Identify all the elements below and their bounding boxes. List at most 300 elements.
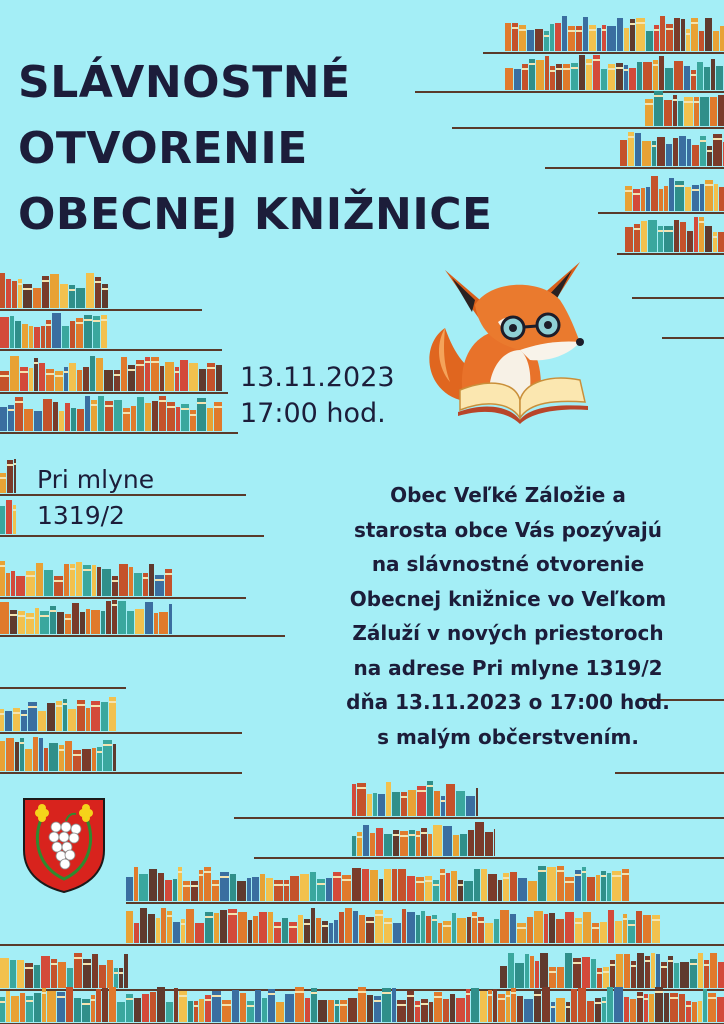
book-spine: [328, 1000, 334, 1022]
book-band: [25, 967, 33, 969]
book-spine: [173, 922, 180, 943]
book-spine: [46, 369, 54, 391]
book-spine: [433, 880, 439, 901]
book-spine: [232, 990, 239, 1022]
book-spine: [60, 284, 68, 308]
book-spine: [26, 571, 35, 596]
book-spine: [195, 923, 204, 943]
book-band: [690, 963, 697, 965]
book-band: [602, 29, 606, 31]
book-band: [167, 406, 175, 408]
book-spine: [587, 1001, 594, 1022]
book-spine: [698, 1001, 702, 1022]
book-spine: [64, 564, 69, 596]
book-band: [565, 881, 574, 883]
book-spine: [91, 610, 100, 634]
book-band: [670, 997, 678, 999]
book-band: [576, 30, 582, 32]
book-spine: [664, 100, 672, 126]
book-band: [517, 927, 526, 929]
book-spine: [704, 67, 710, 90]
book-spine: [421, 999, 428, 1022]
book-spine: [50, 274, 59, 308]
book-spine: [0, 273, 5, 308]
book-band: [91, 705, 100, 707]
book-spine: [352, 868, 361, 901]
book-spine: [641, 221, 647, 252]
book-spine: [555, 23, 561, 51]
book-band: [602, 1001, 606, 1003]
book-band: [624, 69, 628, 71]
book-band: [167, 915, 172, 917]
book-spine: [334, 920, 338, 943]
book-band: [181, 923, 185, 925]
book-band: [478, 921, 484, 923]
book-spine: [494, 829, 495, 856]
book-spine: [624, 997, 629, 1022]
book-spine: [0, 371, 9, 391]
book-spine: [127, 611, 134, 634]
book-spine: [25, 963, 33, 988]
book-spine: [194, 1001, 198, 1022]
book-spine: [518, 878, 527, 901]
book-spine: [76, 562, 82, 596]
book-spine: [575, 918, 582, 943]
book-band: [416, 835, 420, 837]
book-spine: [52, 313, 61, 348]
book-band: [0, 1001, 5, 1003]
book-band: [623, 918, 627, 920]
book-spine: [305, 998, 310, 1022]
book-spine: [99, 965, 106, 988]
book-spine: [353, 911, 358, 943]
book-band: [0, 713, 4, 715]
book-band: [159, 400, 166, 402]
book-spine: [166, 1002, 173, 1022]
book-band: [713, 236, 717, 238]
book-band: [374, 1000, 381, 1002]
book-spine: [642, 141, 651, 166]
book-band: [625, 190, 632, 192]
book-band: [212, 995, 221, 997]
book-spine: [679, 136, 686, 166]
book-spine: [718, 95, 724, 126]
book-spine: [665, 68, 673, 90]
book-spine: [680, 222, 686, 252]
book-band: [654, 29, 659, 31]
book-spine: [6, 738, 14, 771]
book-band: [433, 884, 439, 886]
book-band: [178, 871, 182, 873]
book-spine: [589, 25, 596, 51]
book-spine: [641, 188, 645, 211]
book-spine: [717, 997, 724, 1022]
book-spine: [186, 909, 194, 943]
book-spine: [678, 101, 683, 126]
book-band: [105, 405, 113, 407]
book-band: [675, 185, 684, 187]
book-spine: [441, 796, 445, 816]
book-band: [407, 995, 414, 997]
book-spine: [386, 782, 391, 816]
book-spine: [608, 64, 615, 90]
book-band: [603, 971, 609, 973]
book-spine: [687, 139, 691, 166]
book-spine: [535, 961, 539, 988]
book-spine: [199, 999, 204, 1022]
book-band: [636, 22, 645, 24]
book-spine: [72, 603, 79, 634]
book-band: [652, 145, 656, 147]
book-spine: [248, 920, 252, 943]
book-spine: [625, 227, 633, 252]
book-spine: [77, 370, 82, 391]
book-spine: [112, 576, 118, 596]
book-band: [612, 875, 621, 877]
book-spine: [44, 748, 48, 771]
book-spine: [18, 611, 25, 634]
book-spine: [367, 794, 372, 816]
book-spine: [10, 960, 16, 988]
book-spine: [134, 573, 142, 596]
book-band: [322, 925, 328, 927]
book-band: [608, 68, 615, 70]
book-spine: [597, 968, 602, 988]
book-spine: [716, 66, 723, 90]
book-band: [375, 914, 383, 916]
book-spine: [510, 872, 517, 901]
book-spine: [102, 569, 111, 596]
book-spine: [636, 911, 642, 943]
book-spine: [145, 602, 153, 634]
book-spine: [657, 137, 665, 166]
book-spine: [505, 23, 511, 51]
book-spine: [466, 796, 475, 816]
title-line-2: OTVORENIE: [18, 123, 308, 174]
book-band: [684, 101, 693, 103]
book-band: [51, 963, 57, 965]
book-spine: [359, 915, 365, 943]
book-band: [181, 408, 189, 410]
book-spine: [129, 567, 133, 596]
book-band: [616, 67, 623, 69]
book-spine: [43, 399, 52, 431]
book-spine: [579, 55, 585, 90]
book-band: [333, 876, 341, 878]
book-band: [128, 369, 135, 371]
book-band: [10, 614, 17, 616]
book-band: [204, 871, 211, 873]
book-spine: [565, 877, 574, 901]
book-band: [633, 193, 640, 195]
book-spine: [536, 60, 544, 90]
book-spine: [25, 749, 32, 771]
book-spine: [624, 28, 629, 51]
book-spine: [514, 69, 521, 90]
book-spine: [152, 401, 158, 431]
book-spine: [85, 396, 90, 431]
book-spine: [160, 366, 164, 391]
book-band: [207, 367, 215, 369]
book-spine: [602, 25, 606, 51]
book-band: [123, 412, 130, 414]
book-band: [691, 74, 696, 76]
book-spine: [711, 59, 715, 90]
book-band: [551, 1006, 555, 1008]
book-spine: [259, 912, 267, 943]
book-band: [563, 68, 570, 70]
book-band: [109, 701, 116, 703]
book-spine: [6, 279, 11, 308]
book-spine: [651, 176, 658, 211]
book-spine: [68, 709, 76, 731]
book-spine: [397, 1000, 406, 1022]
book-band: [597, 972, 602, 974]
book-spine: [188, 1001, 193, 1022]
book-spine: [519, 25, 526, 51]
book-band: [222, 1004, 231, 1006]
book-band: [441, 800, 445, 802]
book-spine: [698, 953, 703, 988]
book-spine: [159, 612, 168, 634]
book-band: [568, 30, 575, 32]
book-band: [18, 283, 22, 285]
book-band: [274, 926, 281, 928]
book-spine: [38, 711, 46, 731]
book-band: [628, 136, 634, 138]
book-band: [112, 604, 117, 606]
book-spine: [681, 19, 685, 51]
book-band: [114, 374, 120, 376]
book-band: [317, 883, 325, 885]
book-spine: [544, 31, 549, 51]
book-band: [46, 324, 51, 326]
book-spine: [596, 875, 600, 901]
book-band: [13, 712, 20, 714]
book-band: [155, 579, 164, 581]
book-band: [191, 885, 198, 887]
book-spine: [284, 880, 289, 901]
book-spine: [357, 832, 362, 856]
book-band: [214, 406, 222, 408]
book-band: [119, 972, 123, 974]
book-spine: [237, 881, 246, 901]
book-band: [95, 281, 101, 283]
book-spine: [699, 31, 704, 51]
book-spine: [379, 879, 383, 901]
book-spine: [607, 873, 611, 901]
book-spine: [457, 918, 466, 943]
book-spine: [128, 365, 135, 391]
book-spine: [416, 915, 420, 943]
book-spine: [498, 880, 502, 901]
book-spine: [65, 741, 72, 771]
book-spine: [378, 794, 385, 816]
book-spine: [97, 747, 102, 771]
book-spine: [392, 869, 397, 901]
book-spine: [83, 367, 89, 391]
book-spine: [367, 995, 373, 1022]
book-spine: [98, 396, 104, 431]
book-spine: [429, 1002, 433, 1022]
book-spine: [438, 923, 442, 943]
book-spine: [173, 879, 177, 901]
book-spine: [453, 835, 459, 856]
book-spine: [268, 912, 273, 943]
book-spine: [452, 913, 456, 943]
book-spine: [126, 911, 133, 943]
book-spine: [59, 411, 64, 431]
book-spine: [274, 922, 281, 943]
book-spine: [651, 953, 655, 988]
book-spine: [29, 368, 33, 391]
book-band: [511, 992, 516, 994]
book-spine: [255, 990, 261, 1022]
book-spine: [485, 832, 493, 856]
book-spine: [34, 327, 40, 348]
book-spine: [114, 968, 118, 988]
book-spine: [140, 908, 147, 943]
book-spine: [363, 825, 369, 856]
book-spine: [276, 1002, 284, 1022]
book-spine: [373, 793, 377, 816]
book-spine: [691, 70, 696, 90]
book-band: [592, 927, 599, 929]
book-spine: [460, 834, 467, 856]
book-spine: [20, 367, 28, 391]
book-band: [18, 615, 25, 617]
book-band: [415, 1005, 420, 1007]
book-spine: [90, 356, 95, 391]
book-band: [20, 371, 28, 373]
book-band: [519, 29, 526, 31]
book-band: [622, 873, 629, 875]
book-spine: [384, 834, 392, 856]
book-band: [102, 288, 108, 290]
book-spine: [629, 68, 636, 90]
book-spine: [660, 16, 665, 51]
book-spine: [348, 998, 357, 1022]
book-spine: [21, 710, 27, 731]
book-spine: [59, 745, 64, 771]
book-band: [610, 964, 615, 966]
address-street: Pri mlyne: [37, 465, 155, 494]
book-spine: [685, 187, 691, 211]
book-spine: [705, 18, 712, 51]
book-spine: [92, 565, 96, 596]
event-address: [37, 462, 154, 534]
book-band: [103, 744, 112, 746]
event-time: 17:00 hod.: [240, 398, 386, 429]
book-band: [14, 463, 16, 465]
book-spine: [69, 363, 76, 391]
book-spine: [408, 790, 416, 816]
book-band: [700, 140, 706, 142]
book-spine: [119, 564, 128, 596]
book-spine: [252, 877, 259, 901]
book-band: [654, 95, 663, 97]
book-spine: [565, 953, 572, 988]
book-spine: [34, 993, 41, 1022]
book-spine: [549, 967, 556, 988]
book-band: [289, 926, 297, 928]
book-spine: [480, 991, 487, 1022]
book-band: [666, 28, 673, 30]
book-spine: [183, 881, 190, 901]
book-band: [65, 618, 71, 620]
book-spine: [33, 288, 41, 308]
book-spine: [135, 609, 144, 634]
book-band: [686, 1005, 691, 1007]
book-spine: [578, 988, 586, 1022]
book-spine: [117, 1002, 125, 1022]
book-band: [0, 375, 9, 377]
book-spine: [628, 920, 635, 943]
book-spine: [20, 993, 25, 1022]
book-spine: [0, 958, 9, 988]
book-spine: [608, 910, 614, 943]
book-spine: [648, 220, 657, 252]
book-spine: [65, 403, 70, 431]
book-spine: [58, 962, 66, 988]
book-band: [97, 751, 102, 753]
fox-reading-icon: [420, 250, 600, 425]
book-spine: [318, 1000, 327, 1022]
book-spine: [145, 403, 151, 431]
book-spine: [664, 186, 668, 211]
book-spine: [646, 31, 653, 51]
book-spine: [700, 97, 709, 126]
book-band: [335, 1004, 339, 1006]
book-band: [645, 103, 653, 105]
book-spine: [415, 1001, 420, 1022]
book-spine: [562, 16, 567, 51]
book-spine: [290, 876, 299, 901]
book-spine: [44, 570, 53, 596]
book-spine: [366, 917, 374, 943]
book-spine: [534, 911, 543, 943]
book-spine: [142, 994, 149, 1022]
book-spine: [571, 989, 577, 1022]
book-spine: [583, 912, 591, 943]
book-spine: [104, 370, 113, 391]
book-spine: [17, 960, 24, 988]
book-spine: [643, 915, 651, 943]
book-spine: [191, 881, 198, 901]
book-spine: [54, 576, 63, 596]
book-spine: [692, 185, 699, 211]
book-band: [417, 790, 426, 792]
book-spine: [669, 178, 674, 211]
invitation-line: dňa 13.11.2023 o 17:00 hod.: [346, 690, 670, 714]
book-spine: [352, 836, 356, 856]
invitation-line: starosta obce Vás pozývajú: [353, 517, 663, 542]
book-band: [15, 401, 23, 403]
invitation-line: Záluží v nových priestoroch: [352, 621, 664, 645]
book-band: [358, 991, 366, 993]
book-band: [136, 364, 144, 366]
invitation-line: na slávnostné otvorenie: [371, 552, 645, 576]
book-band: [59, 749, 64, 751]
book-spine: [591, 959, 596, 988]
book-spine: [666, 144, 672, 166]
book-spine: [545, 56, 549, 90]
book-band: [46, 373, 54, 375]
book-spine: [86, 273, 94, 308]
book-band: [384, 922, 392, 924]
book-spine: [692, 1002, 697, 1022]
book-band: [443, 925, 451, 927]
